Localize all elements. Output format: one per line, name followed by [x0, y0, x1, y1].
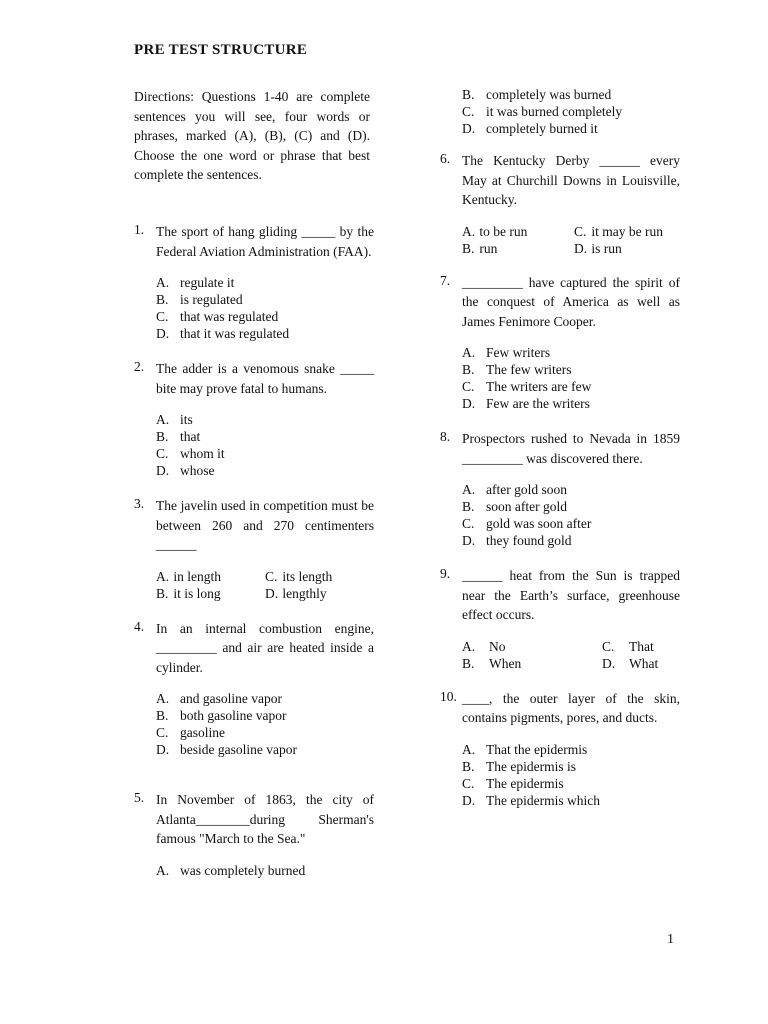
left-column — [134, 222, 374, 879]
question-number: 7. — [440, 272, 451, 288]
question-4 — [134, 619, 374, 759]
option-c[interactable]: C. The epidermis — [462, 775, 564, 791]
question-8 — [440, 429, 680, 549]
option-a[interactable]: A. was completely burned — [156, 862, 306, 878]
option-d[interactable]: D. that it was regulated — [156, 326, 290, 341]
option-c[interactable]: C. whom it — [156, 446, 225, 461]
question-7 — [440, 273, 680, 413]
option-c[interactable]: C. that was regulated — [156, 309, 279, 324]
option-c[interactable]: C. gold was soon after — [462, 516, 592, 531]
option-b[interactable]: B. soon after gold — [462, 499, 567, 514]
option-a[interactable]: A. That the epidermis — [462, 741, 588, 757]
question-number: 3. — [134, 496, 145, 511]
question-text: In November of 1863, the city of Atlanta________during Sherman's famous "March to the Sea." — [156, 792, 374, 846]
option-b[interactable]: B. The epidermis is — [462, 758, 576, 774]
question-2 — [134, 359, 374, 479]
option-a[interactable]: A. in length — [156, 568, 221, 584]
option-a[interactable]: A. and gasoline vapor — [156, 691, 282, 706]
answer-options — [156, 690, 374, 758]
option-d[interactable]: D. Few are the writers — [462, 396, 590, 411]
right-column — [440, 86, 680, 809]
option-a[interactable]: A. to be run — [462, 223, 528, 239]
question-number: 9. — [440, 566, 451, 581]
option-c[interactable]: C. its length — [265, 568, 333, 584]
question-3 — [134, 496, 374, 602]
question-number: 6. — [440, 151, 451, 166]
question-number: 4. — [134, 618, 145, 634]
question-9 — [440, 566, 680, 672]
question-text: The Kentucky Derby ______ every May at Churchill Downs in Louisville, Kentucky. — [462, 153, 680, 207]
option-a[interactable]: A. after gold soon — [462, 482, 567, 497]
answer-options — [462, 344, 680, 412]
question-text: In an internal combustion engine, _________ and air are heated inside a cylinder. — [156, 620, 374, 675]
question-number: 10. — [440, 688, 457, 704]
option-b[interactable]: B. When — [462, 655, 522, 671]
option-d[interactable]: D. they found gold — [462, 533, 572, 548]
option-c[interactable]: C. it may be run — [574, 223, 663, 239]
option-b[interactable]: B. completely was burned — [462, 87, 612, 102]
option-c[interactable]: C. it was burned completely — [462, 104, 623, 119]
page-title: PRE TEST STRUCTURE — [134, 42, 308, 58]
option-d[interactable]: D. The epidermis which — [462, 792, 600, 808]
question-5-continued — [440, 86, 680, 137]
answer-options — [462, 481, 680, 549]
option-d[interactable]: D. whose — [156, 463, 215, 478]
question-number: 5. — [134, 790, 145, 805]
option-d[interactable]: D. lengthly — [265, 585, 327, 601]
answer-options — [462, 741, 680, 809]
answer-options — [156, 274, 374, 342]
question-10 — [440, 689, 680, 809]
answer-options — [156, 862, 374, 879]
option-c[interactable]: C. gasoline — [156, 725, 225, 740]
option-a[interactable]: A. regulate it — [156, 275, 235, 290]
answer-options — [156, 411, 374, 479]
question-number: 8. — [440, 429, 451, 444]
option-d[interactable]: D. What — [602, 655, 659, 671]
question-text: Prospectors rushed to Nevada in 1859 _________ was discovered there. — [462, 431, 680, 466]
option-a[interactable]: A. No — [462, 638, 506, 654]
question-text: ____, the outer layer of the skin, contains pigments, pores, and ducts. — [462, 690, 680, 725]
option-b[interactable]: B. run — [462, 240, 498, 256]
option-c[interactable]: C. The writers are few — [462, 379, 592, 394]
question-text: ______ heat from the Sun is trapped near the Earth’s surface, greenhouse effect occurs. — [462, 568, 680, 622]
page-number: 1 — [667, 932, 674, 947]
option-c[interactable]: C. That — [602, 638, 654, 654]
option-b[interactable]: B. it is long — [156, 585, 221, 601]
option-b[interactable]: B. both gasoline vapor — [156, 708, 287, 723]
question-number: 2. — [134, 359, 145, 374]
option-a[interactable]: A. its — [156, 412, 193, 427]
directions-text: Directions: Questions 1-40 are complete sentences you will see, four words or phrases, marked (A), (B), (C) and (D). Choose the one word or phrase that best complete the sentences. — [134, 89, 370, 182]
question-5 — [134, 790, 374, 879]
question-number: 1. — [134, 222, 145, 237]
answer-options — [462, 223, 680, 257]
answer-options — [462, 638, 680, 672]
question-text: _________ have captured the spirit of the conquest of America as well as James Fenimore Cooper. — [462, 274, 680, 329]
option-b[interactable]: B. is regulated — [156, 292, 243, 307]
option-d[interactable]: D. beside gasoline vapor — [156, 742, 297, 757]
option-b[interactable]: B. The few writers — [462, 362, 572, 377]
question-text: The sport of hang gliding _____ by the Federal Aviation Administration (FAA). — [156, 224, 374, 259]
option-d[interactable]: D. completely burned it — [462, 121, 598, 136]
question-1 — [134, 222, 374, 342]
option-a[interactable]: A. Few writers — [462, 345, 551, 360]
question-text: The javelin used in competition must be between 260 and 270 centimenters ______ — [156, 498, 374, 552]
question-6 — [440, 151, 680, 257]
option-b[interactable]: B. that — [156, 429, 201, 444]
answer-options — [156, 568, 374, 602]
question-text: The adder is a venomous snake _____ bite may prove fatal to humans. — [156, 361, 374, 396]
option-d[interactable]: D. is run — [574, 240, 622, 256]
